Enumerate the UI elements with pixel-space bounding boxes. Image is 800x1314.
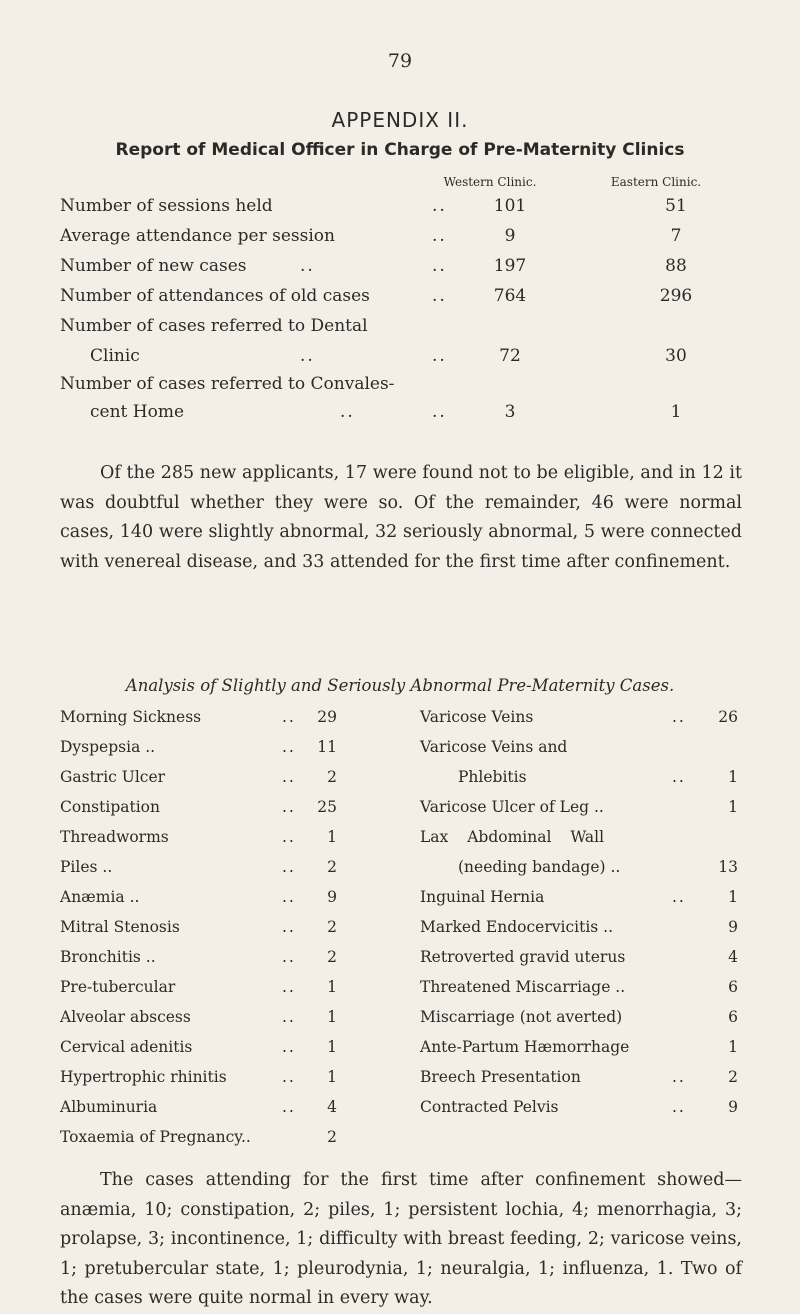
case-count: 4 — [728, 948, 738, 966]
case-row — [420, 948, 740, 978]
case-row — [60, 978, 360, 1008]
case-row — [60, 1098, 360, 1128]
leader-dots: .. — [432, 226, 447, 246]
eastern-value: 30 — [665, 346, 687, 366]
leader-dots: .. — [282, 1098, 296, 1116]
case-row — [60, 708, 360, 738]
case-row — [420, 738, 740, 768]
case-count: 9 — [728, 918, 738, 936]
case-label: Ante-Partum Hæmorrhage — [420, 1038, 630, 1056]
case-label: Mitral Stenosis — [60, 918, 180, 936]
case-count: 6 — [728, 978, 738, 996]
leader-dots: .. — [432, 346, 447, 366]
eastern-value: 296 — [659, 286, 693, 306]
stat-label: Number of sessions held — [60, 196, 273, 216]
case-count: 29 — [317, 708, 337, 726]
case-row — [420, 708, 740, 738]
case-row — [420, 798, 740, 828]
leader-dots: .. — [282, 1068, 296, 1086]
case-label: Threadworms — [60, 828, 169, 846]
case-label: Toxaemia of Pregnancy.. — [60, 1128, 251, 1146]
stat-label-continued: Clinic — [90, 346, 140, 366]
case-count: 1 — [327, 828, 337, 846]
case-count: 1 — [728, 888, 738, 906]
leader-dots: .. — [300, 256, 315, 276]
case-label: Varicose Veins — [420, 708, 534, 726]
stat-label-continued: cent Home — [90, 402, 185, 422]
leader-dots: .. — [672, 1068, 686, 1086]
case-count: 9 — [728, 1098, 738, 1116]
case-count: 2 — [327, 858, 337, 876]
case-count: 4 — [327, 1098, 337, 1116]
leader-dots: .. — [432, 256, 447, 276]
case-row — [420, 828, 740, 858]
case-label: Pre-tubercular — [60, 978, 176, 996]
leader-dots: .. — [282, 918, 296, 936]
leader-dots: .. — [340, 402, 355, 422]
western-clinic-header: Western Clinic. — [443, 175, 537, 189]
case-label: Gastric Ulcer — [60, 768, 166, 786]
case-label: Miscarriage (not averted) — [420, 1008, 623, 1026]
case-label: Albuminuria — [60, 1098, 158, 1116]
case-count: 1 — [327, 978, 337, 996]
case-count: 1 — [728, 768, 738, 786]
case-count: 2 — [327, 918, 337, 936]
case-row — [60, 858, 360, 888]
confinement-paragraph: The cases attending for the first time after confinement showed—anæmia, 10; constipation, 2; piles, 1; persistent lochia, 4; menorrhagia, 3; prolapse, 3; incontinence, 1; difficulty with breast feeding, 2; varicose veins, 1; pretubercular state, 1; pleurodynia, 1; neuralgia, 1; influenza, 1. Two of the cases were quite normal in every way. — [60, 1170, 742, 1308]
case-row — [60, 738, 360, 768]
stats-row-convalescent — [60, 374, 740, 404]
stats-row-dental-cont — [60, 346, 740, 376]
stats-row-new-cases — [60, 256, 740, 286]
case-label: Phlebitis — [458, 768, 527, 786]
case-label: Piles .. — [60, 858, 113, 876]
case-row — [420, 768, 740, 798]
case-count: 1 — [728, 1038, 738, 1056]
case-row — [60, 1038, 360, 1068]
case-count: 11 — [317, 738, 337, 756]
page-number: 79 — [387, 50, 413, 72]
case-label: Lax Abdominal Wall — [420, 828, 605, 846]
stats-row-attendance — [60, 226, 740, 256]
eastern-clinic-header: Eastern Clinic. — [610, 175, 702, 189]
leader-dots: .. — [282, 948, 296, 966]
case-row — [60, 888, 360, 918]
case-row — [60, 828, 360, 858]
leader-dots: .. — [432, 286, 447, 306]
western-value: 197 — [493, 256, 527, 276]
leader-dots: .. — [282, 828, 296, 846]
leader-dots: .. — [282, 738, 296, 756]
case-row — [420, 1098, 740, 1128]
leader-dots: .. — [282, 978, 296, 996]
case-label: Inguinal Hernia — [420, 888, 545, 906]
leader-dots: .. — [432, 196, 447, 216]
leader-dots: .. — [282, 798, 296, 816]
stat-label: Average attendance per session — [60, 226, 335, 246]
applicants-paragraph: Of the 285 new applicants, 17 were found not to be eligible, and in 12 it was doubtful whether they were so. Of the remainder, 46 were normal cases, 140 were slightly abnormal, 32 seriously abnormal, 5 were connected with venereal disease, and 33 attended for the first time after confinement. — [60, 463, 742, 572]
case-label: Threatened Miscarriage .. — [420, 978, 626, 996]
case-label: Hypertrophic rhinitis — [60, 1068, 227, 1086]
case-count: 1 — [728, 798, 738, 816]
analysis-title: Analysis of Slightly and Seriously Abnormal Pre-Maternity Cases. — [125, 676, 675, 695]
case-label: Constipation — [60, 798, 160, 816]
case-row — [60, 798, 360, 828]
leader-dots: .. — [282, 858, 296, 876]
case-count: 2 — [327, 768, 337, 786]
case-label: Alveolar abscess — [60, 1008, 191, 1026]
case-count: 9 — [327, 888, 337, 906]
eastern-value: 1 — [670, 402, 682, 422]
western-value: 101 — [493, 196, 527, 216]
case-label: Dyspepsia .. — [60, 738, 156, 756]
stat-label: Number of cases referred to Dental — [60, 316, 368, 336]
case-count: 25 — [317, 798, 337, 816]
case-label: Anæmia .. — [60, 888, 140, 906]
case-row — [420, 1068, 740, 1098]
case-count: 1 — [327, 1008, 337, 1026]
leader-dots: .. — [282, 768, 296, 786]
case-row — [60, 768, 360, 798]
case-row — [60, 948, 360, 978]
case-count: 26 — [718, 708, 738, 726]
leader-dots: .. — [432, 402, 447, 422]
case-label: Varicose Ulcer of Leg .. — [420, 798, 604, 816]
case-row — [420, 978, 740, 1008]
case-count: 2 — [728, 1068, 738, 1086]
eastern-value: 7 — [670, 226, 682, 246]
case-label: Cervical adenitis — [60, 1038, 193, 1056]
stat-label: Number of new cases — [60, 256, 247, 276]
leader-dots: .. — [672, 708, 686, 726]
western-value: 72 — [499, 346, 521, 366]
case-row — [420, 918, 740, 948]
leader-dots: .. — [672, 1098, 686, 1116]
leader-dots: .. — [282, 1038, 296, 1056]
leader-dots: .. — [672, 888, 686, 906]
case-label: Contracted Pelvis — [420, 1098, 559, 1116]
case-label: Marked Endocervicitis .. — [420, 918, 614, 936]
stat-label: Number of cases referred to Convales- — [60, 374, 395, 394]
eastern-value: 88 — [665, 256, 687, 276]
case-label: Varicose Veins and — [420, 738, 568, 756]
case-label: Retroverted gravid uterus — [420, 948, 626, 966]
case-count: 2 — [327, 1128, 337, 1146]
case-count: 2 — [327, 948, 337, 966]
case-count: 1 — [327, 1068, 337, 1086]
stats-row-old-cases — [60, 286, 740, 316]
case-row — [60, 1128, 360, 1158]
report-title: Report of Medical Officer in Charge of Pre-Maternity Clinics — [115, 140, 685, 160]
case-label: Breech Presentation — [420, 1068, 581, 1086]
appendix-heading: APPENDIX II. — [331, 108, 469, 132]
case-row — [60, 1068, 360, 1098]
case-label: Bronchitis .. — [60, 948, 156, 966]
stats-row-dental — [60, 316, 740, 346]
case-row — [420, 858, 740, 888]
case-count: 6 — [728, 1008, 738, 1026]
stat-label: Number of attendances of old cases — [60, 286, 370, 306]
leader-dots: .. — [282, 888, 296, 906]
case-count: 13 — [718, 858, 738, 876]
case-label: Morning Sickness — [60, 708, 202, 726]
case-row — [60, 1008, 360, 1038]
stats-row-convalescent-cont — [60, 402, 740, 432]
case-label: (needing bandage) .. — [458, 858, 621, 876]
leader-dots: .. — [672, 768, 686, 786]
stats-row-sessions — [60, 196, 740, 226]
eastern-value: 51 — [665, 196, 687, 216]
case-row — [420, 1038, 740, 1068]
case-count: 1 — [327, 1038, 337, 1056]
case-row — [60, 918, 360, 948]
leader-dots: .. — [282, 1008, 296, 1026]
western-value: 3 — [504, 402, 516, 422]
leader-dots: .. — [300, 346, 315, 366]
case-row — [420, 1008, 740, 1038]
case-row — [420, 888, 740, 918]
western-value: 764 — [493, 286, 527, 306]
western-value: 9 — [504, 226, 516, 246]
leader-dots: .. — [282, 708, 296, 726]
